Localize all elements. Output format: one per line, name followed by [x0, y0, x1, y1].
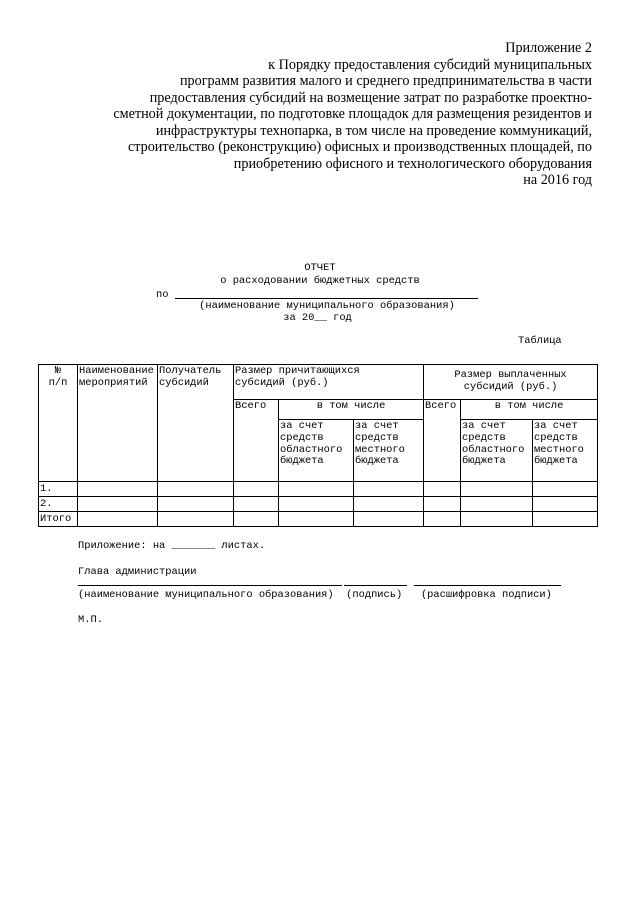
header-line: Приложение 2	[505, 40, 592, 56]
row-total-label: Итого	[39, 512, 78, 527]
appendix-header	[72, 40, 592, 189]
report-subtitle: о расходовании бюджетных средств	[220, 274, 420, 287]
stamp-place-label: М.П.	[78, 614, 103, 626]
header-line: к Порядку предоставления субсидий муниципальных	[268, 56, 592, 73]
paid-regional-header: за счет средств областного бюджета	[461, 420, 533, 482]
paid-local-header: за счет средств местного бюджета	[533, 420, 598, 482]
header-line: сметной документации, по подготовке площадок для размещения резидентов и	[113, 106, 592, 122]
municipality-signature-line	[78, 585, 342, 586]
header-line: инфраструктуры технопарка, в том числе на проведение коммуникаций,	[155, 122, 592, 139]
po-label: по	[156, 289, 169, 301]
row-number: 1.	[39, 482, 78, 497]
table-row	[39, 482, 598, 497]
signature-line	[344, 585, 407, 586]
due-including-header: в том числе	[279, 400, 424, 420]
header-line: приобретению офисного и технологического оборудования	[233, 155, 592, 172]
signature-captions: (наименование муниципального образования) (подпись) (расшифровка подписи)	[78, 589, 552, 601]
paid-including-header: в том числе	[461, 400, 598, 420]
col-event-header: Наименование мероприятий	[78, 365, 158, 482]
table-row-total	[39, 512, 598, 527]
due-regional-header: за счет средств областного бюджета	[279, 420, 354, 482]
table-row	[39, 497, 598, 512]
header-line: предоставления субсидий на возмещение затрат по разработке проектно-	[149, 89, 592, 106]
head-of-administration-label: Глава администрации	[78, 566, 197, 578]
report-year: за 20__ год	[283, 312, 352, 324]
municipality-caption: (наименование муниципального образования)	[199, 300, 455, 312]
municipality-blank-line	[175, 298, 478, 299]
header-line: на 2016 год	[523, 172, 592, 188]
subsidy-table	[38, 364, 598, 527]
col-due-header: Размер причитающихся субсидий (руб.)	[234, 365, 424, 400]
appendix-note: Приложение: на _______ листах.	[78, 540, 266, 552]
due-total-header: Всего	[234, 400, 279, 482]
header-line: строительство (реконструкцию) офисных и производственных площадей, по	[127, 139, 592, 155]
report-title-block	[0, 262, 640, 287]
col-recipient-header: Получатель субсидий	[158, 365, 234, 482]
paid-total-header: Всего	[424, 400, 461, 482]
col-paid-header: Размер выплаченных субсидий (руб.)	[424, 365, 598, 400]
header-line: программ развития малого и среднего предпринимательства в части	[179, 73, 592, 89]
row-number: 2.	[39, 497, 78, 512]
col-number-header: № п/п	[39, 365, 78, 482]
report-title: ОТЧЕТ	[304, 262, 336, 274]
signature-decoding-line	[414, 585, 561, 586]
due-local-header: за счет средств местного бюджета	[354, 420, 424, 482]
table-label: Таблица	[518, 335, 562, 347]
